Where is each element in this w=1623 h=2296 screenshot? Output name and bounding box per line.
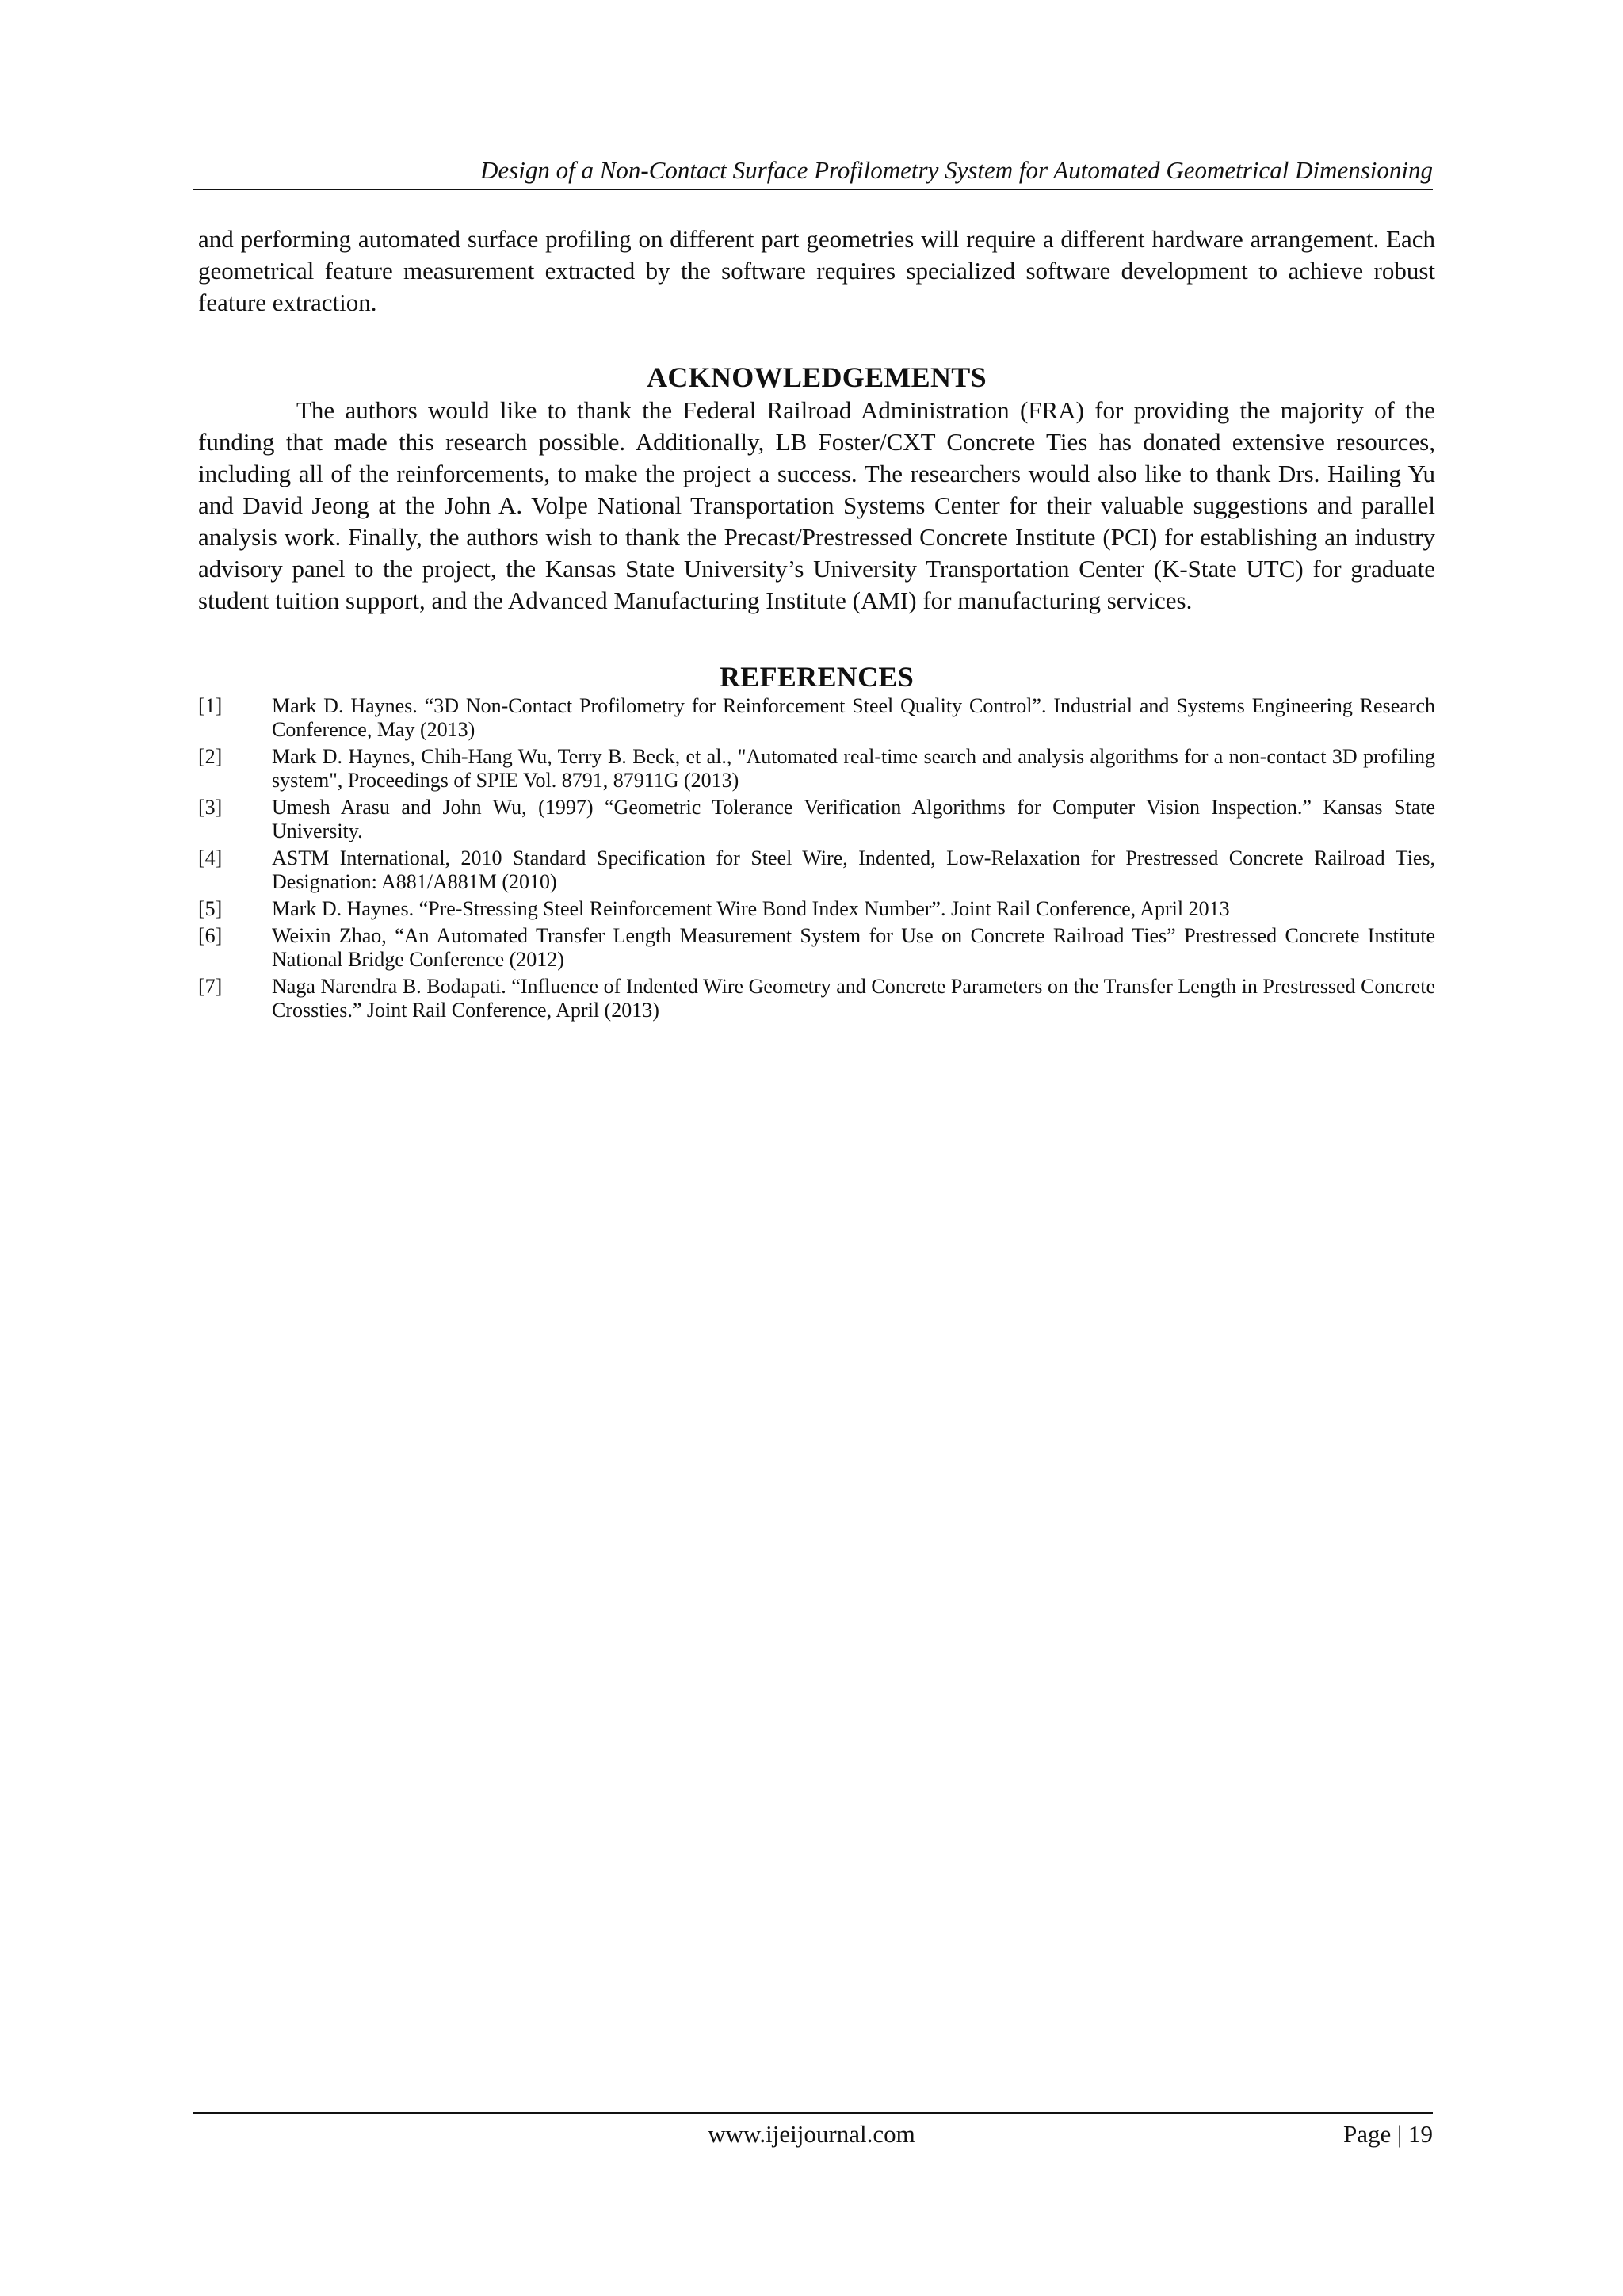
- running-header-title: Design of a Non-Contact Surface Profilometry System for Automated Geometrical Dimensioning: [480, 156, 1433, 184]
- reference-text: Weixin Zhao, “An Automated Transfer Length Measurement System for Use on Concrete Railroad Ties” Prestressed Concrete Institute National Bridge Conference (2012): [272, 924, 1435, 971]
- reference-text: Mark D. Haynes. “Pre-Stressing Steel Reinforcement Wire Bond Index Number”. Joint Rail Conference, April 2013: [272, 897, 1230, 920]
- reference-item: [198, 796, 1435, 843]
- reference-item: [198, 745, 1435, 793]
- footer-rule: [193, 2112, 1433, 2114]
- reference-number: [5]: [198, 897, 223, 920]
- reference-number: [4]: [198, 846, 223, 869]
- reference-item: [198, 694, 1435, 742]
- reference-number: [6]: [198, 924, 223, 947]
- reference-number: [3]: [198, 796, 223, 819]
- reference-text: Umesh Arasu and John Wu, (1997) “Geometric Tolerance Verification Algorithms for Computer Vision Inspection.” Kansas State University.: [272, 796, 1435, 842]
- reference-item: [198, 924, 1435, 972]
- reference-list: [198, 694, 1435, 1022]
- reference-text: Mark D. Haynes, Chih-Hang Wu, Terry B. Beck, et al., "Automated real-time search and analysis algorithms for a non-contact 3D profiling system", Proceedings of SPIE Vol. 8791, 87911G (2013): [272, 745, 1435, 792]
- reference-text: ASTM International, 2010 Standard Specification for Steel Wire, Indented, Low-Relaxation for Prestressed Concrete Railroad Ties, Designation: A881/A881M (2010): [272, 846, 1435, 893]
- footer-url: www.ijeijournal.com: [708, 2120, 915, 2148]
- reference-number: [1]: [198, 694, 223, 717]
- reference-text: Naga Narendra B. Bodapati. “Influence of Indented Wire Geometry and Concrete Parameters on the Transfer Length in Prestressed Concrete Crossties.” Joint Rail Conference, April (2013): [272, 975, 1435, 1022]
- acknowledgements-paragraph: The authors would like to thank the Federal Railroad Administration (FRA) for providing the majority of the funding that made this research possible. Additionally, LB Foster/CXT Concrete Ties has donated extensive resources, including all of the reinforcements, to make the project a success. The researchers would also like to thank Drs. Hailing Yu and David Jeong at the John A. Volpe National Transportation Systems Center for their valuable suggestions and parallel analysis work. Finally, the authors wish to thank the Precast/Prestressed Concrete Institute (PCI) for establishing an industry advisory panel to the project, the Kansas State University’s University Transportation Center (K-State UTC) for graduate student tuition support, and the Advanced Manufacturing Institute (AMI) for manufacturing services.: [198, 396, 1435, 614]
- reference-text: Mark D. Haynes. “3D Non-Contact Profilometry for Reinforcement Steel Quality Control”. Industrial and Systems Engineering Research Conference, May (2013): [272, 694, 1435, 741]
- reference-number: [2]: [198, 745, 223, 768]
- header-rule: [193, 189, 1433, 190]
- reference-item: [198, 975, 1435, 1022]
- page-body: [198, 223, 1435, 1026]
- footer-page-number: Page | 19: [1343, 2120, 1433, 2148]
- reference-number: [7]: [198, 975, 223, 998]
- references-heading: REFERENCES: [719, 661, 915, 693]
- intro-paragraph: and performing automated surface profiling on different part geometries will require a different hardware arrangement. Each geometrical feature measurement extracted by the software requires specialized software development to achieve robust feature extraction.: [198, 225, 1435, 316]
- reference-item: [198, 846, 1435, 894]
- reference-item: [198, 897, 1435, 921]
- acknowledgements-heading: ACKNOWLEDGEMENTS: [647, 361, 987, 393]
